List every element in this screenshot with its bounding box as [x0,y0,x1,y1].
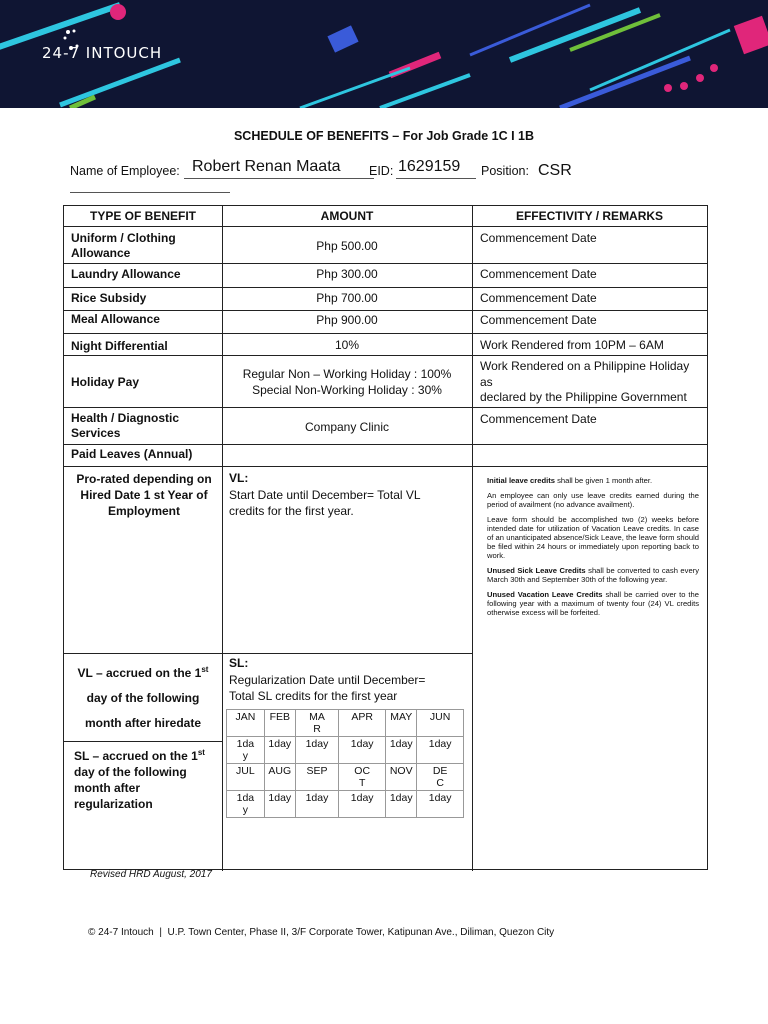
vl-accrued-text: month after hiredate [84,716,201,730]
benefit-remarks: Commencement Date [480,412,597,426]
header-amount: AMOUNT [320,209,374,223]
row-divider [64,741,222,742]
sl-accrued-text: day of the following month after regularization [74,765,187,811]
vl-accrued-text: VL – accrued on the 1 [77,666,202,680]
vl-accrued-label [64,657,222,736]
note-text: shall be carried over to the following year with a maximum of twenty four (24) VL credits otherwise excess will be forfeited. [487,590,699,617]
note-text: shall be converted to cash every March 30th and September 30th of the following year. [487,566,699,584]
benefit-remarks: Commencement Date [480,231,597,245]
header-banner [0,0,768,108]
month-cell: JAN [227,710,265,737]
benefit-amount: Company Clinic [304,420,390,434]
credit-cell: 1day [386,737,417,764]
benefit-amount: 10% [334,338,360,352]
note-text: Leave form should be accomplished two (2) weeks before intended date for utilization of Vacation Leave credits. In case of an unanticipated absence/Sick Leave, the leave form should be filed within 24 hours or immediately upon reporting back to work. [487,515,699,560]
credit-cell: 1day [417,791,464,818]
eid-label: EID: [369,164,394,178]
benefit-type: Meal Allowance [71,312,160,326]
page-footer [88,927,554,938]
credit-cell: 1day [295,791,338,818]
header-remarks: EFFECTIVITY / REMARKS [515,209,664,223]
credit-cell: 1day [264,791,295,818]
calendar-row [227,791,464,818]
prorated-label: Pro-rated depending on Hired Date 1 st Year of Employment [76,472,212,518]
row-divider [64,653,472,654]
vl-text: Start Date until December= Total VL credits for the first year. [229,488,421,518]
row-divider [64,287,707,288]
position-label: Position: [481,164,529,178]
month-cell: JUN [417,710,464,737]
benefit-amount: Php 900.00 [316,313,378,327]
col-divider [472,206,473,871]
calendar-row [227,710,464,737]
sl-accrued-label [74,745,219,812]
benefit-remarks [480,359,705,406]
month-cell: DEC [417,764,464,791]
superscript: st [197,748,205,757]
employee-eid: 1629159 [396,158,476,179]
leave-notes [487,476,699,623]
benefit-type: Paid Leaves (Annual) [71,447,193,461]
note-text: An employee can only use leave credits earned during the period of availment (no advance availment). [487,491,699,509]
benefit-type: Laundry Allowance [71,267,181,281]
employee-name: Robert Renan Maata [184,158,374,179]
note-bold: Unused Sick Leave Credits [487,566,586,575]
vl-title: VL: [229,471,249,485]
credit-cell: 1day [386,791,417,818]
sl-title: SL: [229,656,249,670]
credit-cell: 1day [295,737,338,764]
header-type: TYPE OF BENEFIT [89,209,196,223]
row-divider [64,226,707,227]
credit-cell: 1day [227,737,265,764]
month-cell: FEB [264,710,295,737]
sl-accrued-text: SL – accrued on the 1 [74,749,198,763]
sl-text: Regularization Date until December= Total SL credits for the first year [229,673,426,703]
row-divider [64,444,707,445]
remarks-line: Work Rendered on a Philippine Holiday as [480,359,690,389]
benefit-amount: Regular Non – Working Holiday : 100% [242,367,452,381]
note-bold: Initial leave credits [487,476,555,485]
benefit-amount: Php 300.00 [316,267,378,281]
row-divider [64,407,707,408]
row-divider [64,466,707,467]
benefit-type: Uniform / Clothing Allowance [71,231,176,260]
col-divider [222,206,223,871]
leave-calendar [226,709,464,818]
month-cell: NOV [386,764,417,791]
benefit-amount: Php 700.00 [316,291,378,305]
benefit-remarks: Commencement Date [480,313,597,327]
credit-cell: 1day [227,791,265,818]
company-logo[interactable]: 24-7 INTOUCH [42,44,163,62]
benefit-remarks: Commencement Date [480,267,597,281]
divider-line [70,192,230,193]
benefit-amount: Php 500.00 [316,239,378,253]
benefit-amount: Special Non-Working Holiday : 30% [252,383,442,397]
month-cell: SEP [295,764,338,791]
row-divider [64,333,707,334]
month-cell: MAR [295,710,338,737]
month-cell: JUL [227,764,265,791]
vl-accrued-text: day of the following [86,691,200,705]
benefit-type: Rice Subsidy [71,291,147,305]
superscript: st [201,665,209,674]
credit-cell: 1day [339,737,386,764]
benefit-type: Health / Diagnostic Services [71,411,180,440]
employee-position: CSR [538,162,572,179]
row-divider [64,263,707,264]
credit-cell: 1day [339,791,386,818]
footer-separator: | [159,927,162,938]
calendar-row [227,764,464,791]
credit-cell: 1day [417,737,464,764]
footer-address: U.P. Town Center, Phase II, 3/F Corporate Tower, Katipunan Ave., Diliman, Quezon City [167,927,555,938]
row-divider [64,310,707,311]
month-cell: APR [339,710,386,737]
benefit-type: Holiday Pay [71,375,140,389]
footer-copyright: © 24-7 Intouch [88,927,154,938]
note-text: shall be given 1 month after. [554,476,653,485]
credit-cell: 1day [264,737,295,764]
month-cell: AUG [264,764,295,791]
benefit-type: Night Differential [71,339,168,353]
name-label: Name of Employee: [70,164,180,178]
month-cell: OCT [339,764,386,791]
month-cell: MAY [386,710,417,737]
revised-note: Revised HRD August, 2017 [90,869,212,880]
remarks-line: declared by the Philippine Government [480,390,687,404]
page-title: SCHEDULE OF BENEFITS – For Job Grade 1C I 1B [233,129,535,143]
benefit-remarks: Commencement Date [480,291,597,305]
row-divider [64,355,707,356]
benefit-remarks: Work Rendered from 10PM – 6AM [480,338,664,352]
calendar-row [227,737,464,764]
note-bold: Unused Vacation Leave Credits [487,590,603,599]
